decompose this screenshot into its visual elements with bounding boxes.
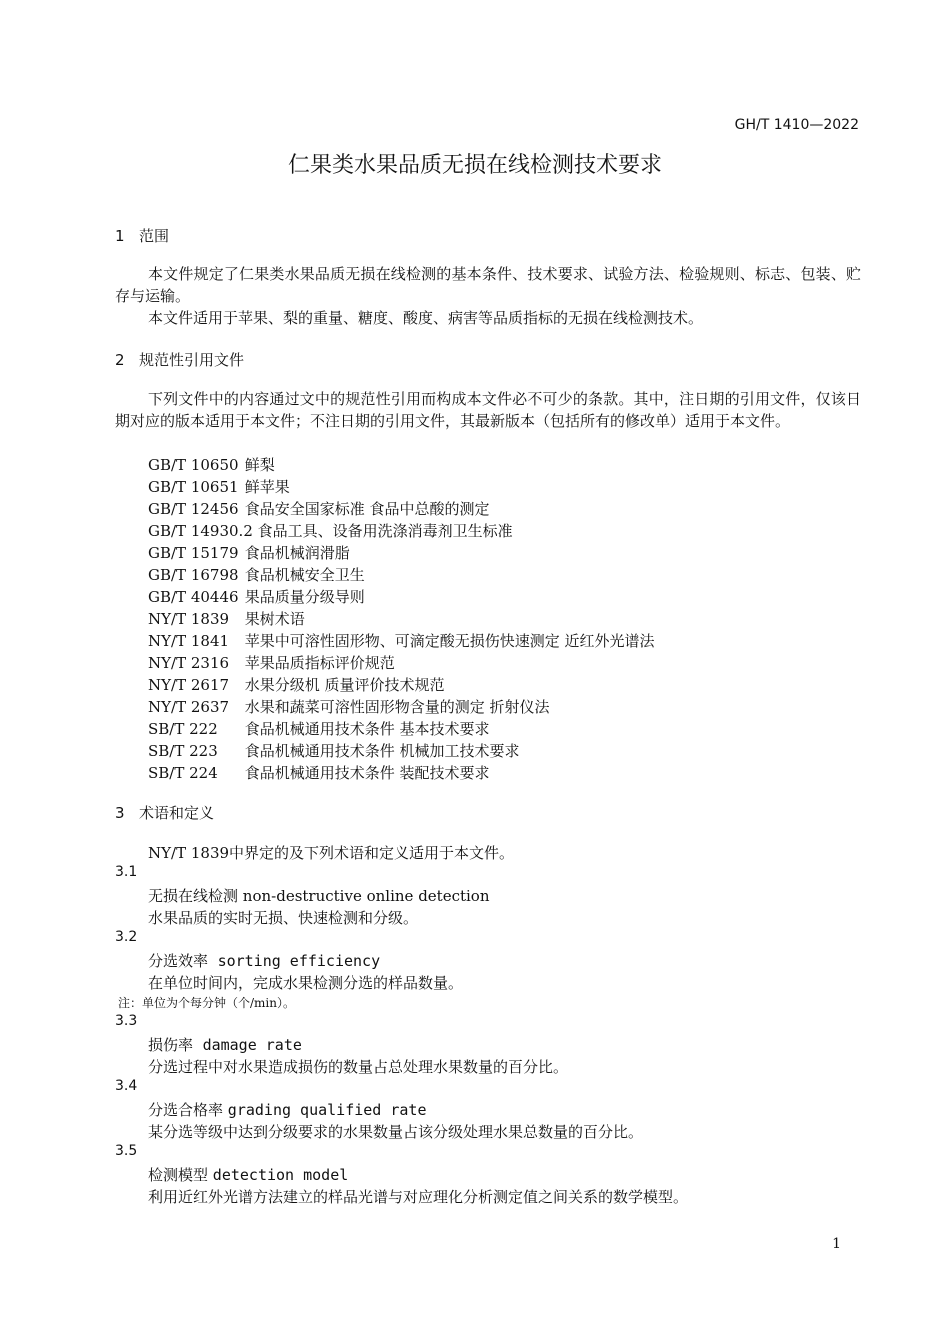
reference-code: GB/T 40446 — [148, 588, 239, 606]
reference-item — [148, 696, 550, 717]
term-name: 分选效率 — [148, 952, 209, 970]
term-english: detection model — [212, 1166, 349, 1184]
reference-title: 食品工具、设备用洗涤消毒剂卫生标准 — [257, 522, 513, 540]
reference-title: 水果和蔬菜可溶性固形物含量的测定 折射仪法 — [244, 698, 550, 716]
reference-title: 食品机械通用技术条件 基本技术要求 — [244, 720, 490, 738]
clause-number: 3.4 — [115, 1078, 138, 1094]
reference-item — [148, 564, 365, 585]
term-english: grading qualified rate — [227, 1101, 427, 1119]
term-definition: 利用近红外光谱方法建立的样品光谱与对应理化分析测定值之间关系的数学模型。 — [148, 1188, 689, 1206]
section-number: 1 — [115, 227, 125, 245]
reference-title: 水果分级机 质量评价技术规范 — [244, 676, 445, 694]
reference-code: GB/T 15179 — [148, 544, 239, 562]
section-title: 术语和定义 — [139, 804, 215, 822]
reference-item — [148, 542, 350, 563]
reference-item — [148, 762, 490, 783]
reference-code: NY/T 2637 — [148, 698, 230, 716]
term-note: 注：单位为个每分钟（个/min）。 — [118, 996, 295, 1010]
reference-title: 食品机械通用技术条件 装配技术要求 — [244, 764, 490, 782]
reference-title: 鲜苹果 — [244, 478, 290, 496]
term-name: 分选合格率 — [148, 1101, 224, 1119]
reference-item — [148, 454, 275, 475]
term-name: 损伤率 — [148, 1036, 194, 1054]
reference-item — [148, 498, 490, 519]
reference-item — [148, 740, 520, 761]
standard-code: GH/T 1410—2022 — [734, 117, 859, 133]
section-number: 2 — [115, 351, 125, 369]
term-definition: 在单位时间内，完成水果检测分选的样品数量。 — [148, 974, 464, 992]
reference-title: 果品质量分级导则 — [244, 588, 365, 606]
reference-item — [148, 674, 445, 695]
reference-code: NY/T 2617 — [148, 676, 230, 694]
term-english: sorting efficiency — [217, 952, 381, 970]
section-title: 范围 — [139, 227, 170, 245]
term-name: 无损在线检测 — [148, 887, 239, 905]
reference-item — [148, 630, 655, 651]
section-heading-normative-references — [115, 349, 244, 370]
reference-code: NY/T 1839 — [148, 610, 230, 628]
paragraph: 本文件规定了仁果类水果品质无损在线检测的基本条件、技术要求、试验方法、检验规则、标志、包装、贮存与运输。 — [115, 265, 861, 305]
reference-item — [148, 608, 305, 629]
reference-title: 食品机械安全卫生 — [244, 566, 365, 584]
paragraph: 下列文件中的内容通过文中的规范性引用而构成本文件必不可少的条款。其中，注日期的引用文件，仅该日期对应的版本适用于本文件；不注日期的引用文件，其最新版本（包括所有的修改单）适用于本文件。 — [115, 390, 861, 430]
reference-code: SB/T 223 — [148, 742, 218, 760]
reference-title: 食品安全国家标准 食品中总酸的测定 — [244, 500, 490, 518]
reference-item — [148, 718, 490, 739]
reference-item — [148, 652, 395, 673]
reference-title: 鲜梨 — [244, 456, 275, 474]
reference-code: GB/T 10650 — [148, 456, 239, 474]
reference-code: GB/T 12456 — [148, 500, 239, 518]
term-name: 检测模型 — [148, 1166, 209, 1184]
reference-title: 果树术语 — [244, 610, 305, 628]
term-entry — [148, 885, 490, 906]
terms-intro: NY/T 1839中界定的及下列术语和定义适用于本文件。 — [148, 844, 515, 862]
reference-item — [148, 586, 365, 607]
clause-number: 3.5 — [115, 1143, 138, 1159]
term-definition: 水果品质的实时无损、快速检测和分级。 — [148, 909, 419, 927]
term-entry — [148, 1164, 348, 1185]
reference-code: NY/T 2316 — [148, 654, 230, 672]
reference-code: GB/T 16798 — [148, 566, 239, 584]
clause-number: 3.3 — [115, 1013, 138, 1029]
term-definition: 分选过程中对水果造成损伤的数量占总处理水果数量的百分比。 — [148, 1058, 569, 1076]
section-heading-scope — [115, 225, 169, 246]
clause-number: 3.1 — [115, 864, 138, 880]
reference-code: GB/T 14930.2 — [148, 522, 253, 540]
section-number: 3 — [115, 804, 125, 822]
term-entry — [148, 1034, 302, 1055]
term-english: non-destructive online detection — [242, 887, 490, 905]
section-title: 规范性引用文件 — [139, 351, 245, 369]
section-heading-terms-definitions — [115, 802, 214, 823]
reference-code: SB/T 222 — [148, 720, 218, 738]
clause-number: 3.2 — [115, 929, 138, 945]
reference-title: 苹果品质指标评价规范 — [244, 654, 395, 672]
reference-code: GB/T 10651 — [148, 478, 239, 496]
term-entry — [148, 1099, 426, 1120]
reference-item — [148, 476, 290, 497]
document-title: 仁果类水果品质无损在线检测技术要求 — [287, 153, 662, 178]
reference-title: 食品机械润滑脂 — [244, 544, 350, 562]
term-entry — [148, 950, 380, 971]
reference-title: 食品机械通用技术条件 机械加工技术要求 — [244, 742, 520, 760]
page-number: 1 — [832, 1236, 841, 1252]
reference-title: 苹果中可溶性固形物、可滴定酸无损伤快速测定 近红外光谱法 — [244, 632, 655, 650]
term-english: damage rate — [202, 1036, 302, 1054]
term-definition: 某分选等级中达到分级要求的水果数量占该分级处理水果总数量的百分比。 — [148, 1123, 644, 1141]
reference-code: SB/T 224 — [148, 764, 218, 782]
reference-item — [148, 520, 513, 541]
reference-code: NY/T 1841 — [148, 632, 230, 650]
paragraph: 本文件适用于苹果、梨的重量、糖度、酸度、病害等品质指标的无损在线检测技术。 — [148, 309, 704, 327]
